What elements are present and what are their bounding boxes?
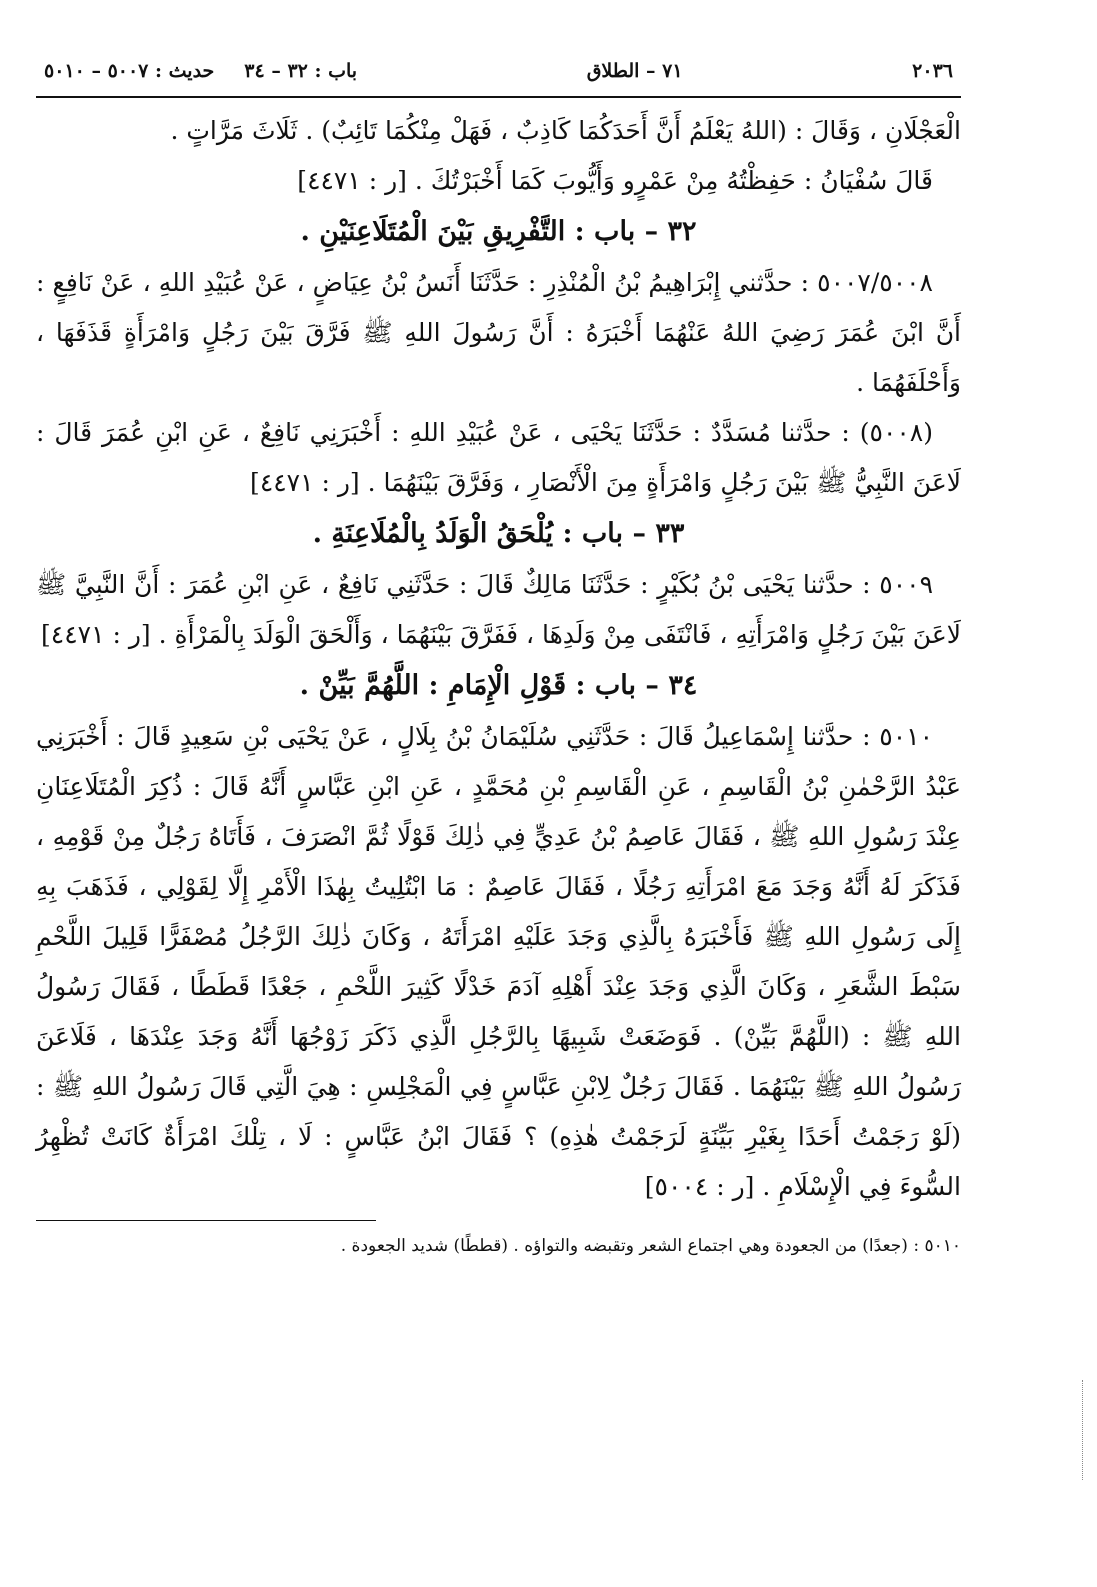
chapter-range: باب : ٣٢ – ٣٤ — [244, 60, 358, 82]
footnote-divider — [36, 1220, 376, 1221]
margin-mark — [1079, 1380, 1083, 1480]
hadith-range: حديث : ٥٠٠٧ – ٥٠١٠ — [44, 60, 215, 82]
page-body — [36, 98, 961, 1212]
header-refs — [44, 60, 357, 82]
footnote: ٥٠١٠ : (جعدًا) من الجعودة وهي اجتماع الشعر وتقبضه والتواؤه . (قططًا) شديد الجعودة . — [340, 1236, 961, 1256]
text-paragraph: قَالَ سُفْيَانُ : حَفِظْتُهُ مِنْ عَمْرٍو وَأَيُّوبَ كَمَا أَخْبَرْتُكَ . [ر : ٤٤٧١] — [297, 166, 933, 195]
page-number: ٢٠٣٦ — [912, 60, 953, 82]
text-paragraph: (٥٠٠٨) : حدَّثنا مُسَدَّدٌ : حَدَّثَنَا يَحْيَى ، عَنْ عُبَيْدِ اللهِ : أَخْبَرَنِي نَافِعٌ ، عَنِ ابْنِ عُمَرَ قَالَ : لَاعَنَ النَّبِيُّ ﷺ بَيْنَ رَجُلٍ وَامْرَأَةٍ مِنَ الْأَنْصَارِ ، وَفَرَّقَ بَيْنَهُمَا . [ر : ٤٤٧١] — [36, 418, 961, 497]
book-title: ٧١ – الطلاق — [586, 60, 683, 82]
text-paragraph: ٥٠٠٩ : حدَّثنا يَحْيَى بْنُ بُكَيْرٍ : حَدَّثَنَا مَالِكٌ قَالَ : حَدَّثَنِي نَافِعٌ ، عَنِ ابْنِ عُمَرَ : أَنَّ النَّبِيَّ ﷺ لَاعَنَ بَيْنَ رَجُلٍ وَامْرَأَتِهِ ، فَانْتَفَى مِنْ وَلَدِهَا ، فَفَرَّقَ بَيْنَهُمَا ، وَأَلْحَقَ الْوَلَدَ بِالْمَرْأَةِ . [ر : ٤٤٧١] — [36, 570, 961, 649]
text-paragraph: الْعَجْلَانِ ، وَقَالَ : (اللهُ يَعْلَمُ أَنَّ أَحَدَكُمَا كَاذِبٌ ، فَهَلْ مِنْكُمَا تَائِبٌ) . ثَلَاثَ مَرَّاتٍ . — [170, 116, 961, 145]
chapter-heading: ٣٢ – باب : التَّفْرِيقِ بَيْنَ الْمُتَلَاعِنَيْنِ . — [300, 216, 697, 247]
text-paragraph: ٥٠١٠ : حدَّثنا إِسْمَاعِيلُ قَالَ : حَدَّثَنِي سُلَيْمَانُ بْنُ بِلَالٍ ، عَنْ يَحْيَى بْنِ سَعِيدٍ قَالَ : أَخْبَرَنِي عَبْدُ الرَّحْمٰنِ بْنُ الْقَاسِمِ ، عَنِ الْقَاسِمِ بْنِ مُحَمَّدٍ ، عَنِ ابْنِ عَبَّاسٍ أَنَّهُ قَالَ : ذُكِرَ الْمُتَلَاعِنَانِ عِنْدَ رَسُولِ اللهِ ﷺ ، فَقَالَ عَاصِمُ بْنُ عَدِيٍّ فِي ذٰلِكَ قَوْلًا ثُمَّ انْصَرَفَ ، فَأَتَاهُ رَجُلٌ مِنْ قَوْمِهِ ، فَذَكَرَ لَهُ أَنَّهُ وَجَدَ مَعَ امْرَأَتِهِ رَجُلًا ، فَقَالَ عَاصِمٌ : مَا ابْتُلِيتُ بِهٰذَا الْأَمْرِ إِلَّا لِقَوْلِي ، فَذَهَبَ بِهِ إِلَى رَسُولِ اللهِ ﷺ فَأَخْبَرَهُ بِالَّذِي وَجَدَ عَلَيْهِ امْرَأَتَهُ ، وَكَانَ ذٰلِكَ الرَّجُلُ مُصْفَرًّا قَلِيلَ اللَّحْمِ سَبْطَ الشَّعَرِ ، وَكَانَ الَّذِي وَجَدَ عِنْدَ أَهْلِهِ آدَمَ خَدْلًا كَثِيرَ اللَّحْمِ ، جَعْدًا قَطَطًا ، فَقَالَ رَسُولُ اللهِ ﷺ : (اللَّهُمَّ بَيِّنْ) . فَوَضَعَتْ شَبِيهًا بِالرَّجُلِ الَّذِي ذَكَرَ زَوْجُهَا أَنَّهُ وَجَدَ عِنْدَهَا ، فَلَاعَنَ رَسُولُ اللهِ ﷺ بَيْنَهُمَا . فَقَالَ رَجُلٌ لِابْنِ عَبَّاسٍ فِي الْمَجْلِسِ : هِيَ الَّتِي قَالَ رَسُولُ اللهِ ﷺ : (لَوْ رَجَمْتُ أَحَدًا بِغَيْرِ بَيِّنَةٍ لَرَجَمْتُ هٰذِهِ) ؟ فَقَالَ ابْنُ عَبَّاسٍ : لَا ، تِلْكَ امْرَأَةٌ كَانَتْ تُظْهِرُ السُّوءَ فِي الْإِسْلَامِ . [ر : ٥٠٠٤] — [36, 722, 961, 1201]
chapter-heading: ٣٣ – باب : يُلْحَقُ الْوَلَدُ بِالْمُلَاعِنَةِ . — [312, 518, 685, 549]
running-header — [36, 60, 961, 98]
text-paragraph: ٥٠٠٧/٥٠٠٨ : حدَّثني إِبْرَاهِيمُ بْنُ الْمُنْذِرِ : حَدَّثَنَا أَنَسُ بْنُ عِيَاضٍ ، عَنْ عُبَيْدِ اللهِ ، عَنْ نَافِعٍ : أَنَّ ابْنَ عُمَرَ رَضِيَ اللهُ عَنْهُمَا أَخْبَرَهُ : أَنَّ رَسُولَ اللهِ ﷺ فَرَّقَ بَيْنَ رَجُلٍ وَامْرَأَةٍ قَذَفَهَا ، وَأَحْلَفَهُمَا . — [36, 268, 961, 397]
chapter-heading: ٣٤ – باب : قَوْلِ الْإِمَامِ : اللَّهُمَّ بَيِّنْ . — [299, 670, 698, 701]
